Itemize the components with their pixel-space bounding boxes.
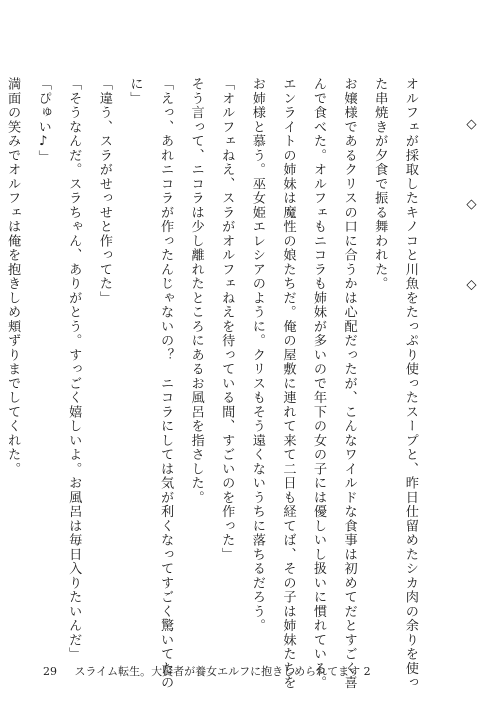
text-line: 「オルフェねえ、スラがオルフェねえを待っている間、すごいのを作った」 bbox=[219, 77, 235, 562]
text-line: に」 bbox=[127, 77, 143, 106]
text-line: んで食べた。オルフェもニコラも姉妹が多いので年下の女の子には優しいし扱いに慣れている。 bbox=[311, 77, 327, 690]
text-line: そう言って、ニコラは少し離れたところにあるお風呂を指さした。 bbox=[188, 77, 204, 505]
section-break-diamonds: ◇ ◇ ◇ bbox=[464, 117, 479, 319]
text-line: エンライトの姉妹は魔性の娘たちだ。俺の屋敷に連れて来て二日も経てば、その子は姉妹たちを bbox=[280, 77, 296, 690]
text-line: 満面の笑みでオルフェは俺を抱きしめ頬ずりまでしてくれた。 bbox=[5, 77, 21, 476]
page-footer bbox=[43, 663, 371, 679]
text-line: た串焼きが夕食で振る舞われた。 bbox=[372, 77, 388, 291]
text-line: オルフェが採取したキノコと川魚をたっぷり使ったスープと、昨日仕留めたシカ肉の余りを使っ bbox=[402, 77, 418, 690]
text-line: 「違う、スラがせっせと作ってた」 bbox=[96, 77, 112, 305]
text-line: 「そうなんだ。スラちゃん、ありがとう。すっごく嬉しいよ。お風呂は毎日入りたいんだ」 bbox=[66, 77, 82, 662]
text-line: 「えっ、あれニコラが作ったんじゃないの？ ニコラにしては気が利くなってすごく驚いてたの bbox=[158, 77, 174, 690]
text-line: お嬢様であるクリスの口に合うかは心配だったが、こんなワイルドな食事は初めてだとすごく喜 bbox=[341, 77, 357, 690]
book-title: スライム転生。大賢者が養女エルフに抱きしめられてます 2 bbox=[74, 665, 371, 678]
page-number: 29 bbox=[43, 665, 57, 678]
blank-line bbox=[425, 77, 456, 637]
text-line: 「ぴゅい♪」 bbox=[35, 77, 51, 165]
text-line: お姉様と慕う。巫女姫エレシアのように。クリスもそう遠くないうちに落ちるだろう。 bbox=[249, 77, 265, 633]
